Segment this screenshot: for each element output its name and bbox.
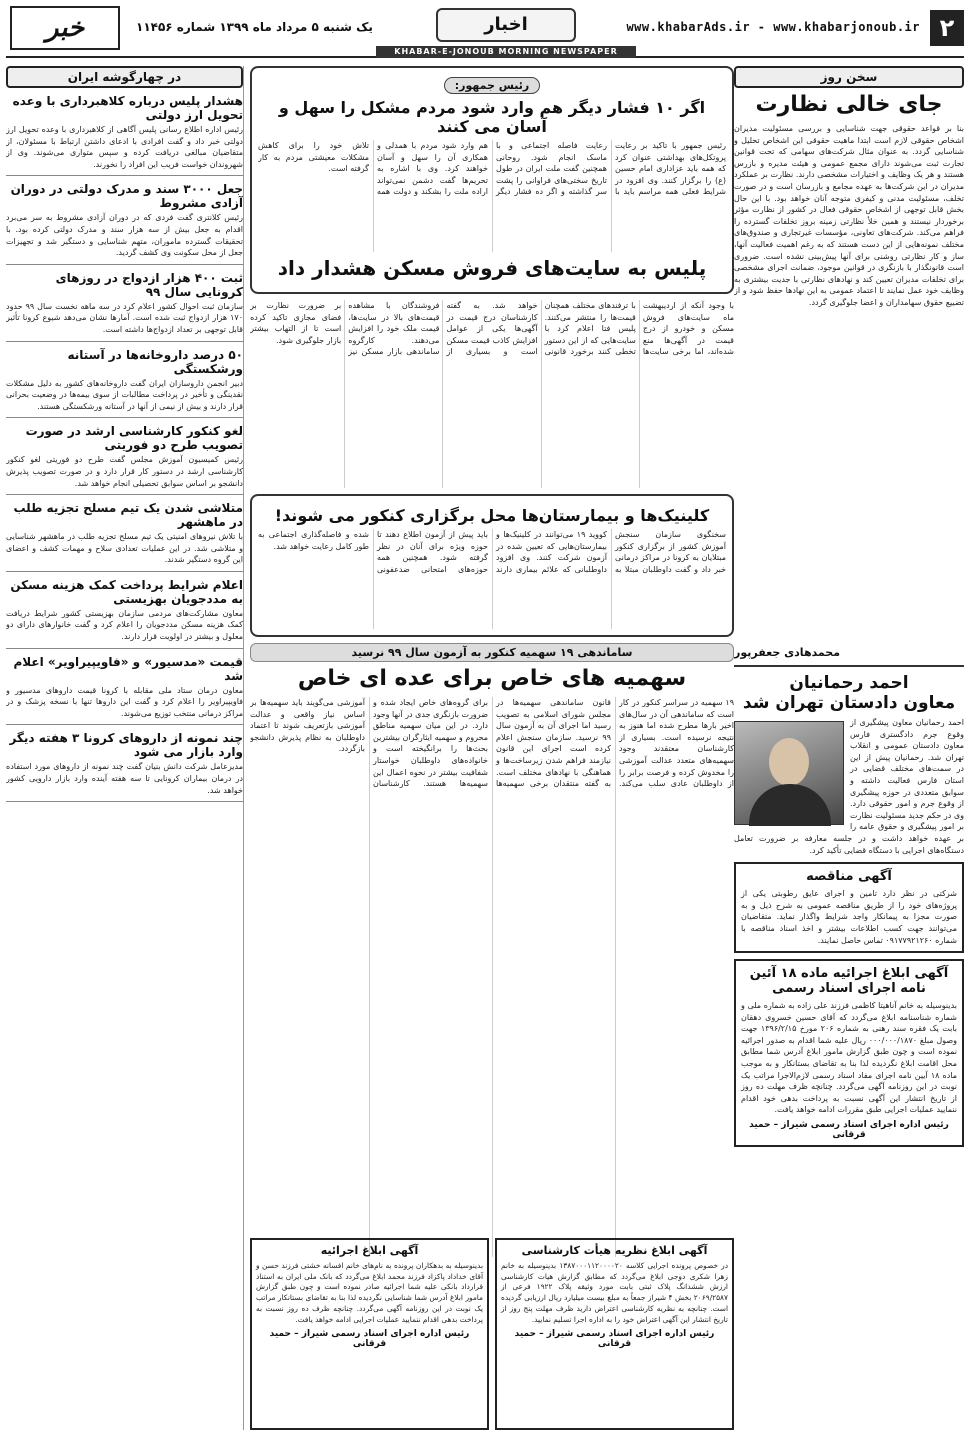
execution-notice-right bbox=[734, 959, 964, 1147]
divider bbox=[6, 175, 243, 176]
police-title: پلیس به سایت‌های فروش مسکن هشدار داد bbox=[277, 256, 707, 280]
lead-story bbox=[250, 66, 734, 294]
divider bbox=[734, 665, 964, 667]
execution-notice-body: بدینوسیله به خانم آناهیتا کاظمی فرزند علی زاده به شماره ملی و شماره شناسنامه ابلاغ می‌گردد که آقای حسین خسروی دهقان بابت یک فقره سند رهنی به شماره ۲۰۶ مورخ ۱۳۹۶/۲/۱۵ جهت وصول مبلغ ۰۰۰/۰۰۰/۱۸۷۰ ریال علیه شما اقدام به صدور اجرائیه نموده است و چون طبق گزارش مامور ابلاغ آدرس شما مطابق محل اقامت ابلاغ نگردیده لذا بنا به تقاضای بستانکار و به موجب ماده ۱۸ آیین نامه اجرای مفاد اسناد رسمی لازم‌الاجرا مراتب یک نوبت در این روزنامه آگهی می‌گردد. چنانچه ظرف مهلت ده روز از تاریخ انتشار این آگهی نسبت به پرداخت بدهی خود اقدام ننمایید عملیات اجرایی طبق مقررات ادامه خواهد یافت. bbox=[741, 1001, 958, 1115]
notice-expert-body: در خصوص پرونده اجرایی کلاسه ۱۳۸۷۰۰۰۱۱۲۰۰۰۰۲۰ بدینوسیله به خانم زهرا شکری دوجی ابلاغ می‌گردد که مطابق گزارش هیات کارشناسی ارزش ششدانگ پلاک ثبتی بابت مورد وثیقه پلاک ۱۹۲۲ فرعی از ۲۰۶۹/۲۵۸۷ بخش ۴ شیراز جمعاً به مبلغ بیست میلیارد ریال ارزیابی گردیده است. چنانچه به نظریه کارشناسی اعتراض دارید ظرف مهلت پنج روز از تاریخ انتشار این آگهی اعتراض خود را به اداره اجرا تسلیم نمایید. bbox=[501, 1261, 728, 1324]
tender-body: شرکتی در نظر دارد تامین و اجرای عایق رطوبتی یکی از پروژه‌های خود را از طریق مناقصه عمومی به شرح ذیل و به صورت مجزا به پیمانکار واجد شرایط واگذار نماید. متقاضیان می‌توانند جهت کسب اطلاعات بیشتر و اخذ اسناد مناقصه با شماره ۰۹۱۷۷۹۲۱۲۶۰ تماس حاصل نمایند. bbox=[741, 889, 957, 945]
notice-execution-title: آگهی ابلاغ اجرائیه bbox=[320, 1244, 419, 1257]
issue-date: یک شنبه ۵ مرداد ماه ۱۳۹۹ شماره ۱۱۴۵۶ bbox=[136, 20, 373, 34]
divider bbox=[6, 801, 243, 802]
notice-execution-body: بدینوسیله به بدهکاران پرونده به نام‌های خانم افسانه خشتی فرزند حسن و آقای خداداد پاکزاد فرزند محمد ابلاغ می‌گردد که بانک ملی ایران به استناد قرارداد بانکی علیه شما اجرائیه صادر نموده است و چون طبق گزارش مامور ابلاغ آدرس شما شناسایی نگردیده لذا بنا به تقاضای بستانکار مراتب یک نوبت در این روزنامه آگهی می‌گردد. چنانچه ظرف ده روز نسبت به پرداخت بدهی اقدام ننمایید عملیات اجرایی ادامه خواهد یافت. bbox=[256, 1261, 483, 1324]
province-news-title: چند نمونه از داروهای کرونا ۳ هفته دیگر وارد بازار می شود bbox=[9, 731, 243, 760]
province-news-body: معاون درمان ستاد ملی مقابله با کرونا قیمت داروهای مدسیور و فاویپیراویر را اعلام کرد و گفت این داروها تنها با نسخه پزشک و در مراکز درمانی منتخب توزیع می‌شوند. bbox=[6, 685, 243, 718]
province-news-body: رئیس کلانتری گفت فردی که در دوران آزادی مشروط به سر می‌برد اقدام به جعل بیش از سه هزار سند و مدرک دولتی کرده بود. با تحقیقات گسترده ماموران، متهم شناسایی و دستگیر شد و تجهیزات جعل از محل سکونت وی کشف گردید. bbox=[6, 213, 243, 258]
photo-face bbox=[769, 738, 809, 786]
execution-notice-title: آگهی ابلاغ اجرائیه ماده ۱۸ آئین نامه اجرای اسناد رسمی bbox=[749, 966, 949, 997]
lead-title: اگر ۱۰ فشار دیگر هم وارد شود مردم مشکل را سهل و آسان می کنند bbox=[278, 98, 706, 136]
newspaper-name-strip: KHABAR-E-JONOUB MORNING NEWSPAPER bbox=[376, 46, 636, 58]
province-news-title: متلاشی شدن یک تیم مسلح تجزیه طلب در ماهشهر bbox=[13, 501, 243, 530]
province-news-item bbox=[6, 578, 243, 649]
province-news-item bbox=[6, 501, 243, 572]
province-news-title: ثبت ۴۰۰ هزار ازدواج در روزهای کرونایی سال ۹۹ bbox=[55, 270, 243, 299]
province-news-title: لغو کنکور کارشناسی ارشد در صورت تصویب طرح دو فوریتی bbox=[25, 424, 243, 453]
province-news-body: مدیرعامل شرکت دانش بنیان گفت چند نمونه از داروهای مورد استفاده در درمان بیماران کرونایی تا سه هفته آینده وارد بازار دارویی کشور خواهد شد. bbox=[6, 762, 243, 795]
right-column bbox=[734, 66, 964, 1430]
konkur-body: سخنگوی سازمان سنجش آموزش کشور از برگزاری کنکور مبتلایان به کرونا در مراکز درمانی خبر داد و گفت داوطلبان مبتلا به کووید ۱۹ می‌توانند در کلینیک‌ها و بیمارستان‌هایی که تعیین شده در آزمون شرکت کنند. وی افزود داوطلبانی که علائم بیماری دارند باید پیش از آزمون اطلاع دهند تا حوزه ویژه برای آنان در نظر گرفته شود. همچنین همه حوزه‌های امتحانی ضدعفونی شده و فاصله‌گذاری اجتماعی به طور کامل رعایت خواهد شد. bbox=[258, 530, 726, 574]
province-news-item bbox=[6, 182, 243, 264]
left-column bbox=[6, 66, 244, 1430]
province-news-item bbox=[6, 271, 243, 342]
provinces-kicker: در چهارگوشه ایران bbox=[6, 66, 243, 88]
tender-ad bbox=[734, 862, 964, 953]
province-news-title: جعل ۳۰۰۰ سند و مدرک دولتی در دوران آزادی مشروط bbox=[10, 182, 243, 211]
section-title: اخبار bbox=[436, 8, 576, 42]
website-url[interactable]: www.khabarAds.ir - www.khabarjonoub.ir bbox=[626, 20, 920, 34]
lead-body: رئیس جمهور با تاکید بر رعایت پروتکل‌های بهداشتی عنوان کرد که همه باید عزاداری امام حسین (ع) را برگزار کنند. وی افزود در شرایط فعلی همه مراسم باید با رعایت فاصله اجتماعی و با ماسک انجام شود. روحانی همچنین گفت ملت ایران در طول تاریخ سختی‌های فراوانی را پشت سر گذاشته و اگر ده فشار دیگر هم وارد شود مردم با همدلی و همکاری آن را سهل و آسان خواهند کرد. وی با اشاره به تحریم‌ها گفت دشمن نمی‌تواند اراده ملت را بشکند و دولت همه تلاش خود را برای کاهش مشکلات معیشتی مردم به کار گرفته است. bbox=[258, 141, 726, 197]
editorial-author: محمدهادی جعفرپور bbox=[734, 646, 841, 659]
official-photo bbox=[734, 721, 844, 825]
middle-column bbox=[250, 66, 734, 1430]
newspaper-logo: خبر bbox=[10, 6, 120, 50]
province-news-item bbox=[6, 424, 243, 495]
province-news-title: ۵۰ درصد داروخانه‌ها در آستانه ورشکستگی bbox=[67, 347, 243, 376]
konkur-story bbox=[250, 494, 734, 637]
tender-title: آگهی مناقصه bbox=[806, 869, 892, 885]
province-news-body: سازمان ثبت احوال کشور اعلام کرد در سه ماهه نخست سال ۹۹ حدود ۱۷۰ هزار ازدواج ثبت شده است. آمارها نشان می‌دهد شیوع کرونا تأثیر قابل توجهی بر تعداد ازدواج‌ها داشته است. bbox=[6, 301, 243, 334]
konkur-title: کلینیک‌ها و بیمارستان‌ها محل برگزاری کنکور می شوند! bbox=[274, 506, 710, 525]
province-news-item bbox=[6, 655, 243, 726]
province-news-body: رئیس اداره اطلاع رسانی پلیس آگاهی از کلاهبرداری با وعده تحویل ارز دولتی خبر داد و گفت افرادی با ادعای داشتن ارتباط با مسئولان، از متقاضیان مبالغی دریافت کرده و سپس متواری می‌شوند. وی از شهروندان خواست فریب این افراد را نخورند. bbox=[6, 125, 243, 169]
quota-title: سهمیه های خاص برای عده ای خاص bbox=[297, 666, 687, 691]
province-news-title: اعلام شرایط پرداخت کمک هزینه مسکن به مددجویان بهزیستی bbox=[10, 577, 243, 606]
editorial-body: بنا بر قواعد حقوقی جهت شناسایی و بررسی مسئولیت مدیران اشخاص حقوقی لازم است ابتدا ماهیت حقوقی این اشخاص تحلیل و شناسایی گردد. به عنوان مثال شرکت‌های سهامی که تحت قوانین تجارت ثبت می‌شوند دارای مجمع عمومی و هیئت مدیره و بازرس هستند و هر یک وظایف و اختیارات مشخصی دارند. نظارت بر عملکرد مدیران در این شرکت‌ها به عهده مجامع و بازرسان است و در صورت تخلف، مسئولیت مدنی و کیفری متوجه آنان خواهد بود. با این حال بخش قابل توجهی از اشخاص حقوقی فعال در کشور از نظارت مؤثر برخوردار نیستند و همین خلأ نظارتی زمینه بروز تخلفات گسترده را فراهم می‌کند. شرکت‌های تعاونی، مؤسسات غیرتجاری و صندوق‌های مختلف نمونه‌هایی از این دست هستند که به رغم اهمیت فعالیت آنها، ساز و کار نظارتی روشنی برای آنها پیش‌بینی نشده است. ضروری است قانونگذار با بازنگری در قوانین موجود، ضمانت اجرای مشخصی برای تخلفات مدیران تعیین کند و نهادهای نظارتی با جدیت بیشتری به وظایف خود عمل نمایند تا اعتماد عمومی به این نهادها حفظ شود و از تضییع حقوق سهامداران و اعضا جلوگیری گردد. bbox=[734, 124, 964, 307]
province-news-title: هشدار پلیس درباره کلاهبرداری با وعده تحویل ارز دولتی bbox=[12, 94, 243, 122]
notice-expert bbox=[495, 1238, 734, 1430]
quota-bar: ساماندهی ۱۹ سهمیه کنکور به آزمون سال ۹۹ نرسید bbox=[250, 643, 734, 662]
divider bbox=[6, 264, 243, 265]
divider bbox=[6, 417, 243, 418]
masthead bbox=[6, 6, 964, 58]
province-news-title: قیمت «مدسیور» و «فاویپیراویر» اعلام شد bbox=[13, 654, 243, 683]
page-number: ۲ bbox=[930, 10, 964, 46]
notice-row bbox=[250, 1238, 734, 1430]
appointment-block bbox=[734, 717, 964, 856]
province-news-body: دبیر انجمن داروسازان ایران گفت داروخانه‌های کشور به دلیل مشکلات نقدینگی و تأخیر در پرداخت مطالبات از سوی بیمه‌ها در وضعیت بحرانی قرار دارند و بیش از نیمی از آنها در آستانه ورشکستگی هستند. bbox=[6, 378, 243, 411]
divider bbox=[6, 724, 243, 725]
notice-expert-title: آگهی ابلاغ نظریه هیأت کارشناسی bbox=[521, 1244, 708, 1257]
province-news-item bbox=[6, 348, 243, 419]
editorial-title: جای خالی نظارت bbox=[755, 92, 943, 117]
province-news-item bbox=[6, 94, 243, 176]
divider bbox=[6, 341, 243, 342]
province-news-body: با تلاش نیروهای امنیتی یک تیم مسلح تجزیه طلب در ماهشهر شناسایی و متلاشی شد. در این عملیات تعدادی سلاح و مهمات کشف و اعضای این گروه دستگیر شدند. bbox=[6, 532, 243, 565]
divider bbox=[6, 648, 243, 649]
photo-suit bbox=[749, 784, 831, 826]
quota-body: ۱۹ سهمیه در سراسر کنکور در کار است که ساماندهی آن در سال‌های اخیر بارها مطرح شده اما هنوز به نتیجه نرسیده است. بسیاری از کارشناسان معتقدند وجود سهمیه‌های متعدد عدالت آموزشی را مخدوش کرده و فرصت برابر را از داوطلبان عادی سلب می‌کند. قانون ساماندهی سهمیه‌ها در مجلس شورای اسلامی به تصویب رسید اما اجرای آن به آزمون سال ۹۹ نرسید. سازمان سنجش اعلام کرده است اجرای این قانون نیازمند فراهم شدن زیرساخت‌ها و هماهنگی با نهادهای مختلف است. به گفته منتقدان برخی سهمیه‌ها برای گروه‌های خاص ایجاد شده و ضرورت بازنگری جدی در آنها وجود دارد. در این میان سهمیه مناطق محروم و سهمیه ایثارگران بیشترین بحث‌ها را برانگیخته است و خانواده‌های داوطلبان خواستار شفافیت بیشتر در نحوه اعمال این سهمیه‌ها هستند. کارشناسان آموزشی می‌گویند باید سهمیه‌ها بر اساس نیاز واقعی و عدالت آموزشی بازتعریف شوند تا اعتماد داوطلبان به نظام پذیرش دانشجو بازگردد. bbox=[250, 698, 734, 789]
divider bbox=[6, 494, 243, 495]
province-news-item bbox=[6, 731, 243, 802]
execution-notice-sign: رئیس اداره اجرای اسناد رسمی شیراز – حمید قرقانی bbox=[749, 1120, 949, 1141]
notice-execution bbox=[250, 1238, 489, 1430]
appointment-title: احمد رحمانیان معاون دادستان تهران شد bbox=[742, 673, 956, 713]
editorial-kicker: سخن روز bbox=[734, 66, 964, 88]
divider bbox=[6, 571, 243, 572]
appointment-body: احمد رحمانیان معاون پیشگیری از وقوع جرم دادگستری فارس معاون دادستان عمومی و انقلاب تهران شد. رحمانیان پیش از این در سمت‌های مختلف قضایی در استان فارس فعالیت داشته و سوابق متعددی در حوزه پیشگیری از وقوع جرم و امور حقوقی دارد. وی در حکم جدید مسئولیت نظارت بر امور پیشگیری و حقوق عامه را بر عهده خواهد داشت و در جلسه معارفه بر ضرورت تعامل دستگاه‌های اجرایی با دستگاه قضایی تأکید کرد. bbox=[734, 718, 964, 855]
notice-execution-sign: رئیس اداره اجرای اسناد رسمی شیراز – حمید قرقانی bbox=[269, 1329, 470, 1350]
lead-kicker: رئیس جمهور: bbox=[444, 77, 541, 94]
provinces-list bbox=[6, 94, 243, 802]
police-body: با وجود آنکه از اردیبهشت ماه سایت‌های فروش مسکن و خودرو از درج قیمت در آگهی‌ها منع شده‌اند، اما برخی سایت‌ها با ترفندهای مختلف همچنان قیمت‌ها را منتشر می‌کنند. پلیس فتا اعلام کرد با سایت‌هایی که از این دستور تخطی کنند برخورد قانونی خواهد شد. به گفته کارشناسان درج قیمت در آگهی‌ها یکی از عوامل افزایش کاذب قیمت مسکن است و بسیاری از فروشندگان با مشاهده قیمت‌های بالا در سایت‌ها، قیمت ملک خود را افزایش می‌دهند. کارگروه ساماندهی بازار مسکن نیز بر ضرورت نظارت بر فضای مجازی تاکید کرده است تا از التهاب بیشتر بازار جلوگیری شود. bbox=[250, 301, 734, 357]
province-news-body: رئیس کمیسیون آموزش مجلس گفت طرح دو فوریتی لغو کنکور کارشناسی ارشد در دستور کار قرار دارد و در صورت تصویب پذیرش دانشجو بر اساس سوابق تحصیلی انجام خواهد شد. bbox=[6, 455, 243, 488]
notice-expert-sign: رئیس اداره اجرای اسناد رسمی شیراز – حمید قرقانی bbox=[514, 1329, 715, 1350]
province-news-body: معاون مشارکت‌های مردمی سازمان بهزیستی کشور شرایط دریافت کمک هزینه مسکن مددجویان را اعلام کرد و گفت خانوارهای دارای دو معلول و بیشتر در اولویت قرار دارند. bbox=[6, 608, 243, 642]
